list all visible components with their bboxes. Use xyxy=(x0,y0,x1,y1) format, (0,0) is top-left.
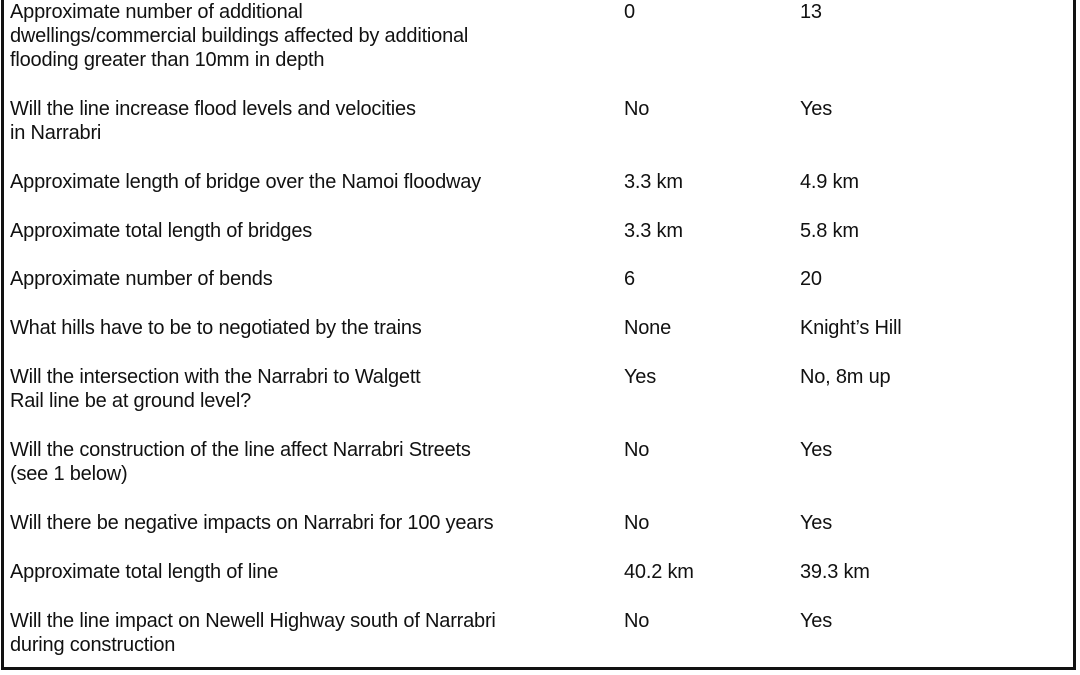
row-label-line: Will the line increase flood levels and velocities xyxy=(10,98,416,120)
value-col-a: No xyxy=(624,512,650,534)
row-label xyxy=(10,365,600,413)
row-label-line: Will there be negative impacts on Narrabri for 100 years xyxy=(10,512,494,534)
value-col-b: Yes xyxy=(800,610,833,632)
row-label xyxy=(10,609,600,657)
row-label xyxy=(10,170,600,194)
value-col-a: No xyxy=(624,98,650,120)
value-col-a: 3.3 km xyxy=(624,171,683,193)
row-label-line: Approximate number of additional xyxy=(10,1,303,23)
row-label-line: Rail line be at ground level? xyxy=(10,390,252,412)
value-col-b: 20 xyxy=(800,268,822,290)
row-label xyxy=(10,97,600,145)
row-label-line: flooding greater than 10mm in depth xyxy=(10,49,325,71)
row-label-line: Approximate total length of line xyxy=(10,561,279,583)
row-label-line: Will the construction of the line affect Narrabri Streets xyxy=(10,439,471,461)
row-label-line: (see 1 below) xyxy=(10,463,128,485)
value-col-b: 13 xyxy=(800,1,822,23)
row-label xyxy=(10,219,600,243)
row-label-line: Approximate number of bends xyxy=(10,268,273,290)
value-col-a: No xyxy=(624,439,650,461)
row-label-line: dwellings/commercial buildings affected by additional xyxy=(10,25,469,47)
value-col-a: 40.2 km xyxy=(624,561,694,583)
row-label xyxy=(10,438,600,486)
row-label xyxy=(10,0,600,72)
row-label-line: Will the intersection with the Narrabri to Walgett xyxy=(10,366,421,388)
row-label xyxy=(10,511,600,535)
value-col-a: No xyxy=(624,610,650,632)
row-label xyxy=(10,560,600,584)
value-col-b: Yes xyxy=(800,439,833,461)
value-col-b: 39.3 km xyxy=(800,561,870,583)
row-label-line: in Narrabri xyxy=(10,122,102,144)
value-col-a: None xyxy=(624,317,672,339)
row-label xyxy=(10,316,600,340)
row-label-line: during construction xyxy=(10,634,176,656)
value-col-b: 4.9 km xyxy=(800,171,859,193)
value-col-b: Yes xyxy=(800,98,833,120)
value-col-b: 5.8 km xyxy=(800,220,859,242)
row-label-line: What hills have to be to negotiated by the trains xyxy=(10,317,422,339)
row-label xyxy=(10,267,600,291)
value-col-a: Yes xyxy=(624,366,657,388)
row-label-line: Will the line impact on Newell Highway south of Narrabri xyxy=(10,610,496,632)
row-label-line: Approximate total length of bridges xyxy=(10,220,313,242)
value-col-b: No, 8m up xyxy=(800,366,891,388)
row-label-line: Approximate length of bridge over the Namoi floodway xyxy=(10,171,481,193)
value-col-b: Yes xyxy=(800,512,833,534)
value-col-a: 3.3 km xyxy=(624,220,683,242)
value-col-b: Knight’s Hill xyxy=(800,317,902,339)
value-col-a: 6 xyxy=(624,268,635,290)
value-col-a: 0 xyxy=(624,1,635,23)
